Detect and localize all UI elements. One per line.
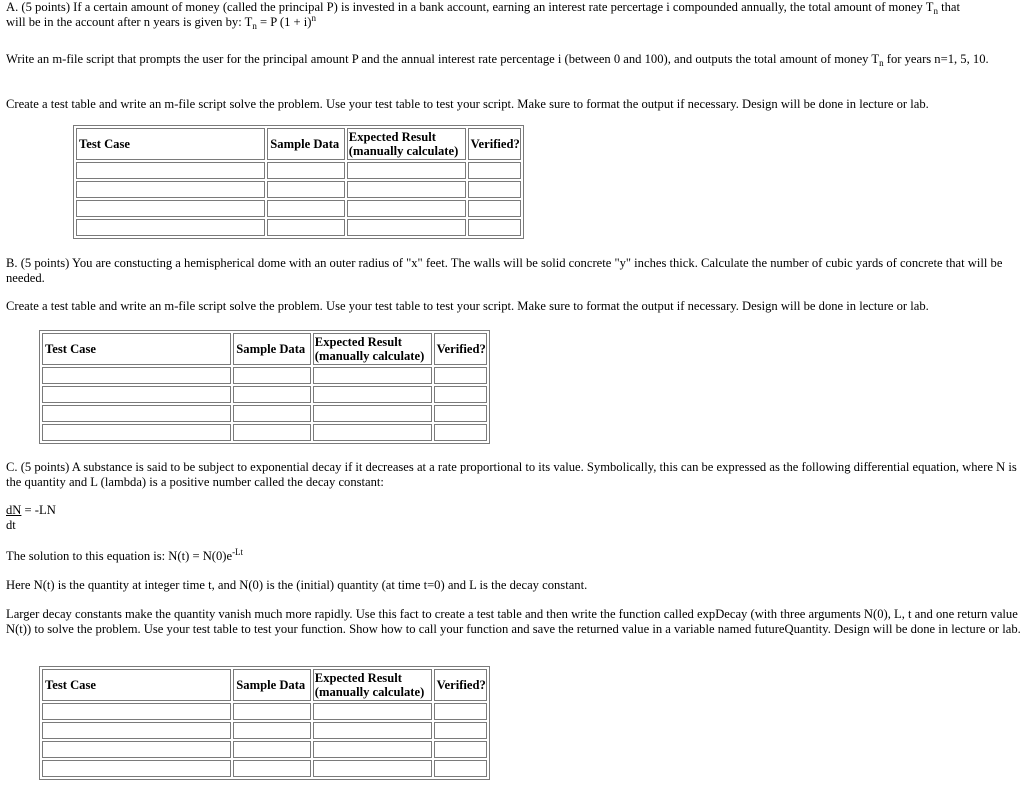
header-sample-data: Sample Data bbox=[233, 669, 311, 701]
table-cell[interactable] bbox=[42, 741, 231, 758]
subscript-n: n bbox=[879, 58, 884, 68]
table-cell[interactable] bbox=[434, 405, 487, 422]
table-header-row bbox=[76, 128, 521, 160]
header-sample-data: Sample Data bbox=[267, 128, 345, 160]
header-test-case: Test Case bbox=[42, 333, 231, 365]
table-cell[interactable] bbox=[42, 760, 231, 777]
table-cell[interactable] bbox=[267, 181, 345, 198]
equation-rhs: = -LN bbox=[21, 503, 56, 517]
part-b-instructions: Create a test table and write an m-file script solve the problem. Use your test table to test your script. Make sure to format the output if necessary. Design will be done in lecture or lab. bbox=[6, 299, 929, 313]
table-cell[interactable] bbox=[267, 219, 345, 236]
table-cell[interactable] bbox=[233, 386, 311, 403]
table-cell[interactable] bbox=[468, 181, 521, 198]
table-cell[interactable] bbox=[42, 367, 231, 384]
part-b-intro: B. (5 points) You are constucting a hemispherical dome with an outer radius of "x" feet. The walls will be solid concrete "y" inches thick. Calculate the number of cubic yards of concrete that will be needed. bbox=[6, 256, 1003, 285]
table-header-row bbox=[42, 333, 487, 365]
table-row bbox=[42, 405, 487, 422]
table-cell[interactable] bbox=[267, 200, 345, 217]
table-cell[interactable] bbox=[434, 722, 487, 739]
header-expected-line1: Expected Result bbox=[348, 130, 436, 144]
part-a-text: will be in the account after n years is given by: T bbox=[6, 15, 253, 29]
table-cell[interactable] bbox=[42, 703, 231, 720]
table-cell[interactable] bbox=[233, 367, 311, 384]
test-table-a bbox=[73, 125, 524, 239]
table-cell[interactable] bbox=[347, 181, 466, 198]
solution-exponent: -Lt bbox=[232, 547, 244, 557]
table-cell[interactable] bbox=[233, 760, 311, 777]
table-cell[interactable] bbox=[76, 200, 265, 217]
table-row bbox=[76, 219, 521, 236]
table-cell[interactable] bbox=[313, 386, 432, 403]
table-cell[interactable] bbox=[76, 181, 265, 198]
header-expected-line1: Expected Result bbox=[314, 335, 402, 349]
header-expected-line2: (manually calculate) bbox=[314, 685, 425, 699]
table-row bbox=[42, 386, 487, 403]
part-a-task bbox=[6, 52, 1022, 67]
table-cell[interactable] bbox=[313, 760, 432, 777]
table-cell[interactable] bbox=[233, 424, 311, 441]
table-cell[interactable] bbox=[434, 760, 487, 777]
test-table-b bbox=[39, 330, 490, 444]
header-expected-result bbox=[313, 333, 432, 365]
part-c-definitions: Here N(t) is the quantity at integer time t, and N(0) is the (initial) quantity (at time t=0) and L is the decay constant. bbox=[6, 578, 588, 592]
part-a-task-text: Write an m-file script that prompts the user for the principal amount P and the annual interest rate percentage i (between 0 and 100), and outputs the total amount of money T bbox=[6, 52, 880, 66]
table-cell[interactable] bbox=[434, 741, 487, 758]
table-cell[interactable] bbox=[76, 219, 265, 236]
table-cell[interactable] bbox=[42, 405, 231, 422]
part-c-intro: C. (5 points) A substance is said to be subject to exponential decay if it decreases at a rate proportional to its value. Symbolically, this can be expressed as the following differential equation, where N is the quantity and L (lambda) is a positive number called the decay constant: bbox=[6, 460, 1017, 489]
table-header-row bbox=[42, 669, 487, 701]
table-cell[interactable] bbox=[347, 200, 466, 217]
subscript-n: n bbox=[252, 21, 257, 31]
table-row bbox=[42, 760, 487, 777]
header-verified: Verified? bbox=[434, 333, 487, 365]
table-cell[interactable] bbox=[434, 424, 487, 441]
table-cell[interactable] bbox=[313, 722, 432, 739]
table-cell[interactable] bbox=[347, 219, 466, 236]
table-cell[interactable] bbox=[313, 405, 432, 422]
superscript-n: n bbox=[311, 13, 316, 23]
header-expected-line1: Expected Result bbox=[314, 671, 402, 685]
table-row bbox=[42, 367, 487, 384]
table-cell[interactable] bbox=[434, 703, 487, 720]
table-cell[interactable] bbox=[42, 424, 231, 441]
differential-equation bbox=[6, 503, 1022, 533]
table-cell[interactable] bbox=[347, 162, 466, 179]
header-expected-result bbox=[313, 669, 432, 701]
table-cell[interactable] bbox=[233, 405, 311, 422]
part-c-task: Larger decay constants make the quantity vanish much more rapidly. Use this fact to create a test table and then write the function called expDecay (with three arguments N(0), L, t and one return value N(t)) to solve the problem. Use your test table to test your function. Show how to call your function and save the returned value in a variable named futureQuantity. Design will be done in lecture or lab. bbox=[6, 607, 1021, 636]
table-cell[interactable] bbox=[468, 162, 521, 179]
table-cell[interactable] bbox=[313, 741, 432, 758]
table-row bbox=[42, 703, 487, 720]
equation-numerator: dN bbox=[6, 503, 22, 517]
part-a-intro bbox=[6, 0, 1022, 30]
subscript-n: n bbox=[933, 6, 938, 16]
table-cell[interactable] bbox=[434, 386, 487, 403]
table-cell[interactable] bbox=[468, 200, 521, 217]
table-row bbox=[76, 200, 521, 217]
part-a-task-text: for years n=1, 5, 10. bbox=[883, 52, 989, 66]
table-cell[interactable] bbox=[233, 703, 311, 720]
table-cell[interactable] bbox=[468, 219, 521, 236]
header-expected-line2: (manually calculate) bbox=[348, 144, 459, 158]
header-expected-line2: (manually calculate) bbox=[314, 349, 425, 363]
table-row bbox=[76, 162, 521, 179]
table-cell[interactable] bbox=[267, 162, 345, 179]
table-cell[interactable] bbox=[76, 162, 265, 179]
table-row bbox=[42, 424, 487, 441]
header-verified: Verified? bbox=[468, 128, 521, 160]
table-cell[interactable] bbox=[42, 386, 231, 403]
table-cell[interactable] bbox=[233, 722, 311, 739]
solution-equation bbox=[6, 549, 1022, 564]
table-cell[interactable] bbox=[313, 367, 432, 384]
header-sample-data: Sample Data bbox=[233, 333, 311, 365]
solution-text: The solution to this equation is: N(t) = N(0)e bbox=[6, 549, 233, 563]
table-cell[interactable] bbox=[313, 703, 432, 720]
test-table-c bbox=[39, 666, 490, 780]
table-row bbox=[42, 741, 487, 758]
part-a-formula: = P (1 + i) bbox=[256, 15, 312, 29]
table-cell[interactable] bbox=[42, 722, 231, 739]
part-a-instructions: Create a test table and write an m-file script solve the problem. Use your test table to test your script. Make sure to format the output if necessary. Design will be done in lecture or lab. bbox=[6, 97, 929, 111]
table-row bbox=[42, 722, 487, 739]
table-cell[interactable] bbox=[233, 741, 311, 758]
header-test-case: Test Case bbox=[42, 669, 231, 701]
part-a-text: that bbox=[937, 0, 960, 14]
table-cell[interactable] bbox=[313, 424, 432, 441]
equation-denominator: dt bbox=[6, 518, 16, 532]
header-test-case: Test Case bbox=[76, 128, 265, 160]
header-verified: Verified? bbox=[434, 669, 487, 701]
table-row bbox=[76, 181, 521, 198]
part-a-text: A. (5 points) If a certain amount of money (called the principal P) is invested in a bank account, earning an interest rate percertage i compounded annually, the total amount of money T bbox=[6, 0, 934, 14]
table-cell[interactable] bbox=[434, 367, 487, 384]
header-expected-result bbox=[347, 128, 466, 160]
